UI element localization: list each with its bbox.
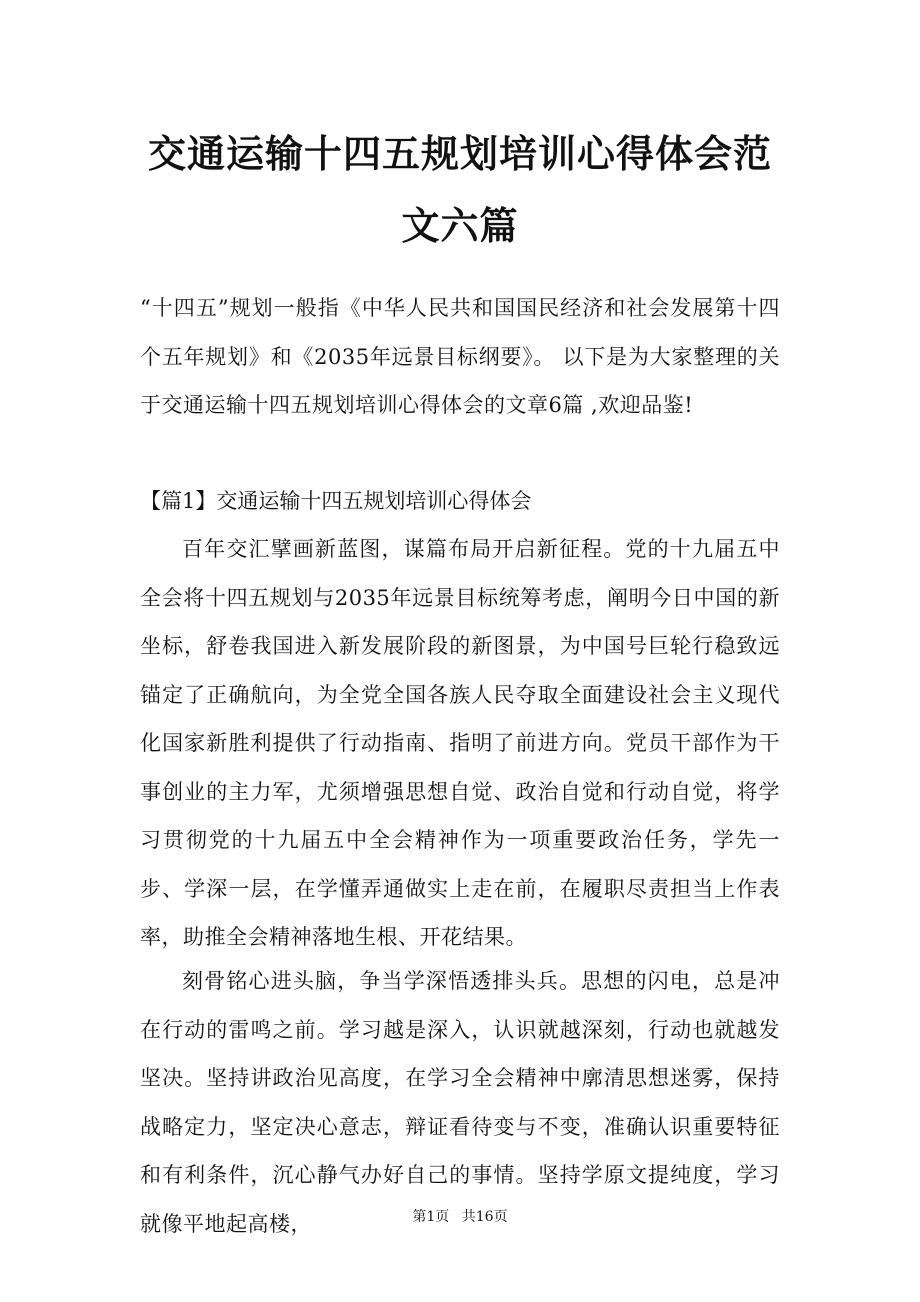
- page-footer: [0, 1207, 920, 1227]
- document-title: 交通运输十四五规划培训心得体会范文六篇: [147, 131, 772, 248]
- page-number: 第1页: [412, 1209, 450, 1225]
- body-paragraph: 百年交汇擘画新蓝图，谋篇布局开启新征程。党的十九届五中全会将十四五规划与2035年远景目标统筹考虑，阐明今日中国的新坐标，舒卷我国进入新发展阶段的新图景，为中国号巨轮行稳致远锚定了正确航向，为全党全国各族人民夺取全面建设社会主义现代化国家新胜利提供了行动指南、指明了前进方向。党员干部作为干事创业的主力军，尤须增强思想自觉、政治自觉和行动自觉，将学习贯彻党的十九届五中全会精神作为一项重要政治任务，学先一步、学深一层，在学懂弄通做实上走在前，在履职尽责担当上作表率，助推全会精神落地生根、开花结果。: [140, 537, 780, 949]
- body-paragraph: 刻骨铭心进头脑，争当学深悟透排头兵。思想的闪电，总是冲在行动的雷鸣之前。学习越是深入，认识就越深刻，行动也就越发坚决。坚持讲政治见高度，在学习全会精神中廓清思想迷雾，保持战略定力，坚定决心意志，辩证看待变与不变，准确认识重要特征和有利条件，沉心静气办好自己的事情。坚持学原文提纯度，学习就像平地起高楼，: [140, 969, 780, 1236]
- section-heading: 【篇1】交通运输十四五规划培训心得体会: [140, 489, 532, 513]
- page-total: 共16页: [461, 1209, 508, 1225]
- intro-paragraph: “十四五”规划一般指《中华人民共和国国民经济和社会发展第十四个五年规划》和《2035年远景目标纲要》。 以下是为大家整理的关于交通运输十四五规划培训心得体会的文章6篇 ,欢迎品鉴!: [140, 296, 780, 417]
